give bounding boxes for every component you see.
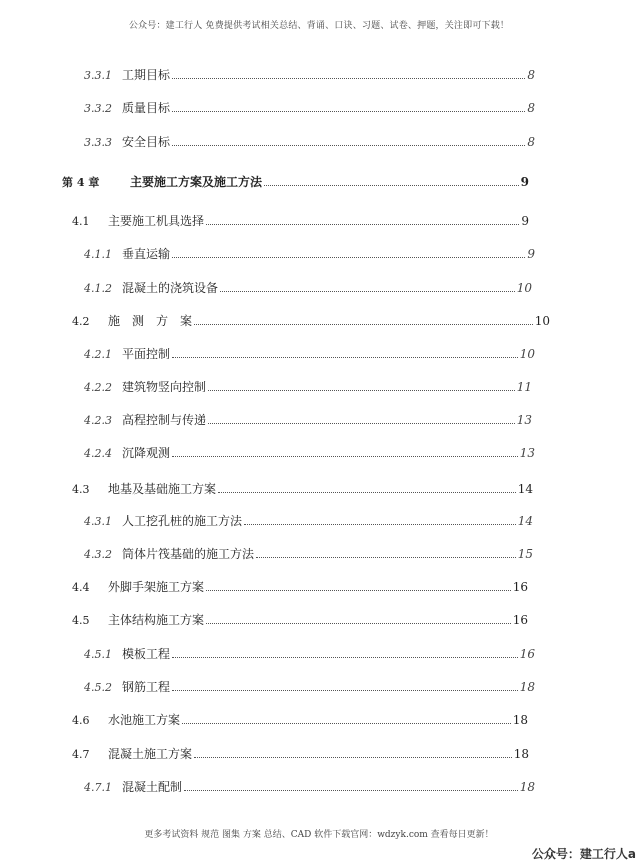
toc-entry-number: 4.2.3: [84, 414, 112, 427]
page-footer: 更多考试资料 规范 图集 方案 总结、CAD 软件下载官网：wdzyk.com 查看每日更新！: [144, 830, 494, 840]
toc-entry[interactable]: [84, 545, 533, 561]
toc-entry-number: 4.2.1: [84, 348, 112, 361]
toc-entry-page: 8: [527, 101, 535, 115]
toc-entry-number: 4.5: [72, 614, 90, 627]
toc-entry-title: 混凝土的浇筑设备: [122, 281, 219, 295]
toc-dot-leader: [172, 690, 518, 691]
toc-entry-page: 9: [527, 247, 535, 261]
toc-entry-title: 水池施工方案: [108, 713, 181, 727]
toc-dot-leader: [172, 78, 525, 79]
watermark: 公众号：建工行人a: [531, 847, 636, 861]
toc-entry-number: 4.4: [72, 581, 90, 594]
toc-entry-number: 4.1.1: [84, 248, 112, 261]
toc-entry-number: 4.5.1: [84, 648, 112, 661]
toc-entry-page: 16: [512, 580, 528, 594]
toc-entry-page: 18: [519, 780, 535, 794]
toc-entry-title: 模板工程: [122, 647, 171, 661]
page-header: 公众号：建工行人 免费提供考试相关总结、背诵、口诀、习题、试卷、押题，关注即可下载！: [128, 21, 510, 31]
toc-entry-page: 16: [512, 613, 528, 627]
toc-entry-title: 筒体片筏基础的施工方法: [122, 547, 255, 561]
toc-entry[interactable]: [72, 480, 533, 496]
toc-entry[interactable]: [84, 345, 535, 361]
toc-entry-page: 10: [519, 347, 535, 361]
toc-entry-number: 4.7: [72, 748, 90, 761]
toc-entry-page: 15: [517, 547, 533, 561]
toc-entry[interactable]: [84, 678, 535, 694]
toc-entry-title: 钢筋工程: [122, 680, 171, 694]
toc-entry-page: 16: [519, 647, 535, 661]
toc-entry[interactable]: [84, 512, 533, 528]
toc-entry-page: 10: [534, 314, 550, 328]
toc-entry-title: 主要施工机具选择: [108, 214, 205, 228]
toc-dot-leader: [172, 357, 518, 358]
toc-entry-title: 工期目标: [122, 68, 171, 82]
toc-entry-title: 建筑物竖向控制: [122, 380, 207, 394]
toc-entry-number: 4.2: [72, 315, 90, 328]
toc-entry-page: 8: [527, 135, 535, 149]
toc-entry-title: 人工挖孔桩的施工方法: [122, 514, 243, 528]
toc-dot-leader: [172, 145, 525, 146]
toc-dot-leader: [208, 423, 515, 424]
toc-dot-leader: [256, 557, 516, 558]
toc-entry-title: 高程控制与传递: [122, 413, 207, 427]
toc-entry[interactable]: [84, 378, 532, 394]
toc-dot-leader: [220, 291, 515, 292]
toc-dot-leader: [206, 224, 519, 225]
toc-dot-leader: [194, 324, 533, 325]
toc-entry-number: 4.6: [72, 714, 90, 727]
toc-entry[interactable]: [72, 578, 528, 594]
toc-entry-page: 13: [519, 446, 535, 460]
toc-entry[interactable]: [72, 312, 550, 328]
toc-entry-page: 18: [513, 747, 529, 761]
toc-entry-number: 4.3.1: [84, 515, 112, 528]
toc-entry-number: 4.2.4: [84, 447, 112, 460]
toc-entry[interactable]: [84, 279, 532, 295]
toc-entry-number: 4.1.2: [84, 282, 112, 295]
toc-entry[interactable]: [84, 778, 535, 794]
toc-dot-leader: [172, 111, 525, 112]
toc-entry[interactable]: [84, 245, 535, 261]
toc-entry-page: 9: [520, 175, 529, 189]
toc-entry-page: 14: [517, 514, 533, 528]
toc-entry[interactable]: [84, 645, 535, 661]
toc-entry-title: 沉降观测: [122, 446, 171, 460]
toc-entry[interactable]: [84, 66, 535, 82]
toc-entry-page: 14: [517, 482, 533, 496]
toc-entry[interactable]: [72, 745, 529, 761]
toc-entry-page: 10: [516, 281, 532, 295]
toc-dot-leader: [172, 456, 518, 457]
toc-dot-leader: [182, 723, 511, 724]
toc-entry-number: 4.3: [72, 483, 90, 496]
toc-entry-page: 9: [521, 214, 529, 228]
toc-entry-number: 4.7.1: [84, 781, 112, 794]
toc-entry-number: 4.3.2: [84, 548, 112, 561]
toc-dot-leader: [206, 623, 511, 624]
toc-entry[interactable]: [72, 611, 528, 627]
toc-entry[interactable]: [62, 173, 529, 189]
toc-entry-title: 外脚手架施工方案: [108, 580, 205, 594]
toc-entry[interactable]: [84, 411, 532, 427]
toc-entry-number: 3.3.2: [84, 102, 112, 115]
toc-entry-number: 4.5.2: [84, 681, 112, 694]
toc-entry-title: 地基及基础施工方案: [108, 482, 217, 496]
toc-entry-title: 安全目标: [122, 135, 171, 149]
toc-entry-title: 主体结构施工方案: [108, 613, 205, 627]
toc-entry[interactable]: [72, 711, 528, 727]
toc-entry-number: 3.3.3: [84, 136, 112, 149]
toc-entry-page: 13: [516, 413, 532, 427]
toc-entry[interactable]: [84, 444, 535, 460]
toc-entry[interactable]: [72, 212, 529, 228]
toc-entry-number: 4.2.2: [84, 381, 112, 394]
toc-entry-number: 第 4 章: [62, 176, 100, 189]
toc-entry[interactable]: [84, 133, 535, 149]
toc-entry-page: 8: [527, 68, 535, 82]
toc-dot-leader: [194, 757, 512, 758]
toc-dot-leader: [244, 524, 516, 525]
toc-entry-title: 平面控制: [122, 347, 171, 361]
toc-entry-title: 混凝土施工方案: [108, 747, 193, 761]
toc-dot-leader: [172, 657, 518, 658]
toc-entry-page: 18: [519, 680, 535, 694]
toc-entry-title: 主要施工方案及施工方法: [130, 175, 263, 189]
toc-entry-number: 4.1: [72, 215, 90, 228]
toc-entry-title: 垂直运输: [122, 247, 171, 261]
toc-dot-leader: [218, 492, 516, 493]
toc-dot-leader: [208, 390, 515, 391]
toc-entry-number: 3.3.1: [84, 69, 112, 82]
toc-entry-title: 质量目标: [122, 101, 171, 115]
toc-entry-page: 18: [512, 713, 528, 727]
toc-dot-leader: [206, 590, 511, 591]
toc-entry-title: 施 测 方 案: [108, 314, 193, 328]
toc-entry[interactable]: [84, 99, 535, 115]
toc-dot-leader: [184, 790, 518, 791]
toc-dot-leader: [264, 185, 519, 186]
toc-entry-title: 混凝土配制: [122, 780, 183, 794]
toc-dot-leader: [172, 257, 525, 258]
toc-entry-page: 11: [516, 380, 532, 394]
